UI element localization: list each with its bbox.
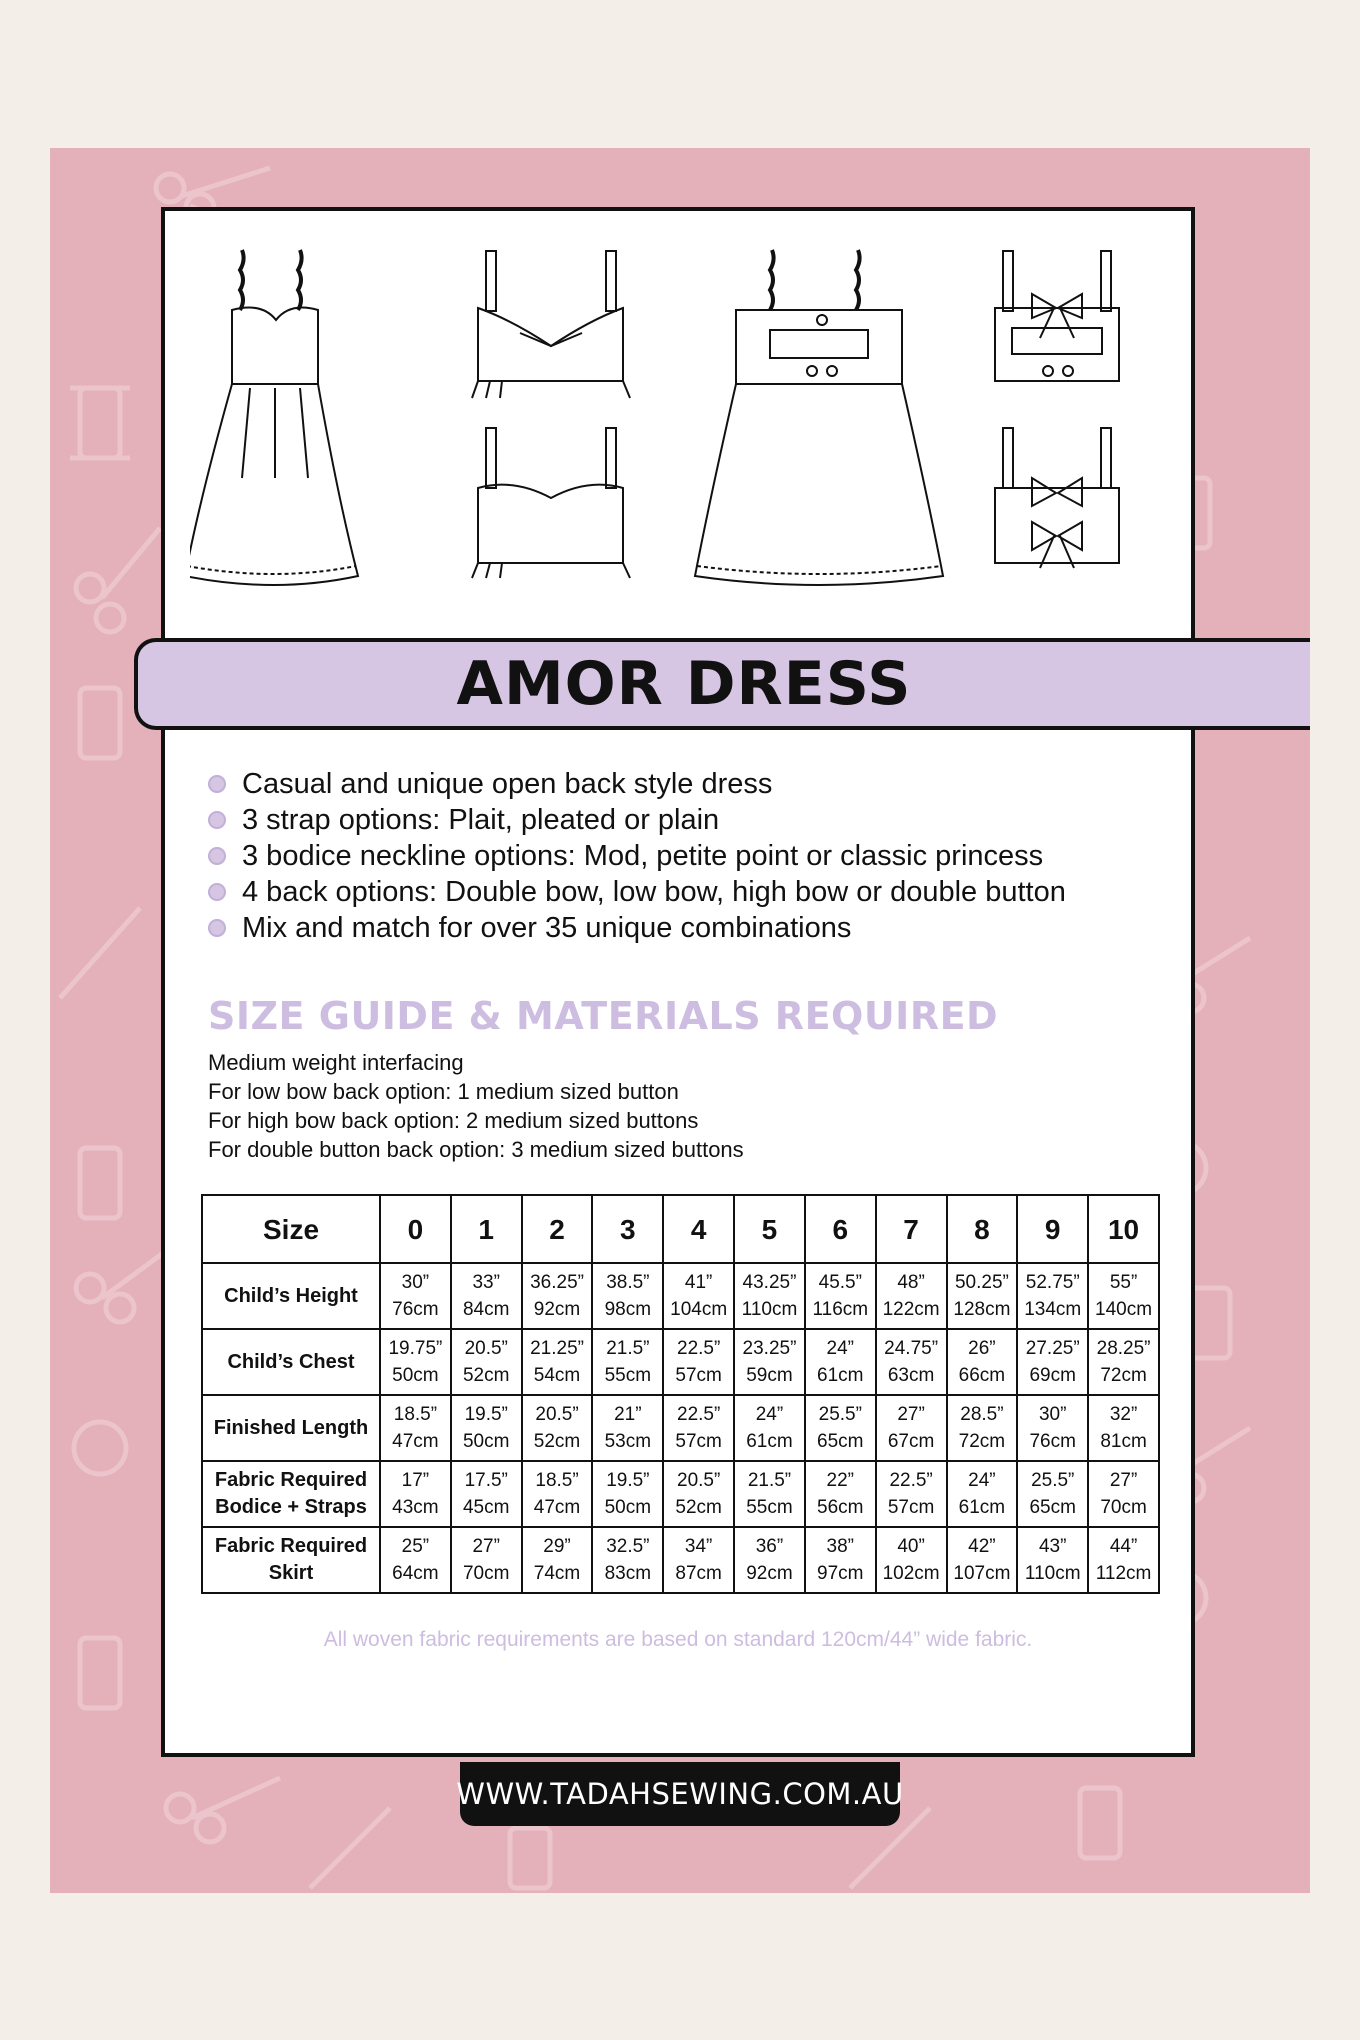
cm-value: 47cm <box>533 1497 581 1518</box>
feature-list <box>208 766 1188 946</box>
measurement-cell <box>734 1527 805 1593</box>
cm-value: 57cm <box>887 1497 935 1518</box>
cm-value: 54cm <box>533 1365 581 1386</box>
cm-value: 97cm <box>817 1563 864 1584</box>
measurement-cell <box>663 1527 734 1593</box>
inch-value: 20.5” <box>535 1404 579 1425</box>
inch-value: 40” <box>897 1536 925 1557</box>
inch-value: 43” <box>1038 1536 1067 1557</box>
size-column-header: 4 <box>663 1195 734 1263</box>
cm-value: 83cm <box>604 1563 652 1584</box>
title-band <box>134 638 1310 730</box>
inch-value: 42” <box>968 1536 996 1557</box>
measurement-cell <box>1017 1527 1088 1593</box>
bullet-button-icon <box>208 811 226 829</box>
inch-value: 27.25” <box>1025 1338 1080 1359</box>
feature-text: 3 strap options: Plait, pleated or plain <box>242 803 720 836</box>
measurement-label <box>202 1329 380 1395</box>
cm-value: 67cm <box>887 1431 935 1452</box>
cm-value: 45cm <box>462 1497 510 1518</box>
table-row <box>202 1461 1159 1527</box>
cm-value: 55cm <box>746 1497 793 1518</box>
cm-value: 140cm <box>1095 1299 1153 1320</box>
inch-value: 17.5” <box>464 1470 508 1491</box>
inch-value: 30” <box>1038 1404 1067 1425</box>
inch-value: 21.25” <box>530 1338 584 1359</box>
inch-value: 21.5” <box>606 1338 650 1359</box>
size-column-header: 0 <box>380 1195 451 1263</box>
measurement-label-line: Fabric Required <box>214 1469 368 1491</box>
cm-value: 65cm <box>1029 1497 1076 1518</box>
measurement-cell <box>876 1329 947 1395</box>
measurement-cell <box>876 1395 947 1461</box>
measurement-cell <box>451 1527 522 1593</box>
table-row <box>202 1329 1159 1395</box>
cm-value: 56cm <box>817 1497 864 1518</box>
cm-value: 57cm <box>675 1365 722 1386</box>
inch-value: 32.5” <box>606 1536 650 1557</box>
measurement-cell <box>451 1329 522 1395</box>
size-column-header: 3 <box>592 1195 663 1263</box>
measurement-cell <box>805 1395 876 1461</box>
dress-illustration <box>190 238 1180 593</box>
cm-value: 102cm <box>882 1563 940 1584</box>
thread-spool-icon <box>1080 1788 1120 1858</box>
cm-value: 72cm <box>1100 1365 1147 1386</box>
inch-value: 32” <box>1109 1404 1138 1425</box>
cm-value: 47cm <box>392 1431 439 1452</box>
measurement-cell <box>734 1329 805 1395</box>
thread-spool-icon <box>70 388 130 458</box>
measurement-cell <box>734 1395 805 1461</box>
cm-value: 52cm <box>462 1365 510 1386</box>
measurement-label-line: Finished Length <box>213 1416 369 1439</box>
measurement-cell <box>451 1395 522 1461</box>
measurement-cell <box>805 1263 876 1329</box>
bullet-button-icon <box>208 775 226 793</box>
measurement-cell <box>522 1461 593 1527</box>
measurement-label-line: Fabric Required <box>214 1535 368 1557</box>
cm-value: 92cm <box>533 1299 581 1320</box>
measurement-cell <box>522 1527 593 1593</box>
cm-value: 70cm <box>1100 1497 1147 1518</box>
inch-value: 34” <box>684 1536 713 1557</box>
measurement-cell <box>1017 1461 1088 1527</box>
thread-spool-icon <box>80 688 120 758</box>
measurement-cell <box>522 1263 593 1329</box>
thread-spool-icon <box>80 1638 120 1708</box>
inch-value: 21” <box>614 1404 642 1425</box>
feature-item <box>208 874 1188 910</box>
measurement-label-line: Child’s Height <box>224 1284 358 1307</box>
bullet-button-icon <box>208 883 226 901</box>
inch-value: 27” <box>1109 1470 1138 1491</box>
feature-text: 3 bodice neckline options: Mod, petite point or classic princess <box>242 839 1044 872</box>
materials-list <box>208 1048 744 1164</box>
inch-value: 45.5” <box>818 1272 862 1293</box>
cm-value: 70cm <box>462 1563 510 1584</box>
inch-value: 23.25” <box>742 1338 797 1359</box>
inch-value: 17” <box>401 1470 430 1491</box>
inch-value: 38” <box>826 1536 855 1557</box>
inch-value: 52.75” <box>1025 1272 1080 1293</box>
measurement-cell <box>1088 1263 1159 1329</box>
size-table <box>201 1194 1160 1594</box>
cm-value: 87cm <box>675 1563 722 1584</box>
inch-value: 36” <box>755 1536 784 1557</box>
cm-value: 52cm <box>533 1431 581 1452</box>
feature-text: Mix and match for over 35 unique combinations <box>242 911 852 944</box>
cm-value: 64cm <box>392 1563 439 1584</box>
inch-value: 38.5” <box>606 1272 650 1293</box>
inch-value: 20.5” <box>464 1338 508 1359</box>
inch-value: 48” <box>897 1272 925 1293</box>
cm-value: 134cm <box>1024 1299 1082 1320</box>
measurement-cell <box>663 1461 734 1527</box>
measurement-label <box>202 1263 380 1329</box>
measurement-label <box>202 1461 380 1527</box>
inch-value: 33” <box>472 1272 500 1293</box>
cm-value: 110cm <box>741 1299 798 1320</box>
inch-value: 22.5” <box>889 1470 933 1491</box>
cm-value: 63cm <box>887 1365 935 1386</box>
material-item: For double button back option: 3 medium sized buttons <box>208 1137 744 1162</box>
inch-value: 25.5” <box>818 1404 862 1425</box>
measurement-cell <box>592 1263 663 1329</box>
inch-value: 18.5” <box>393 1404 438 1425</box>
measurement-cell <box>663 1329 734 1395</box>
fabric-note: All woven fabric requirements are based on standard 120cm/44” wide fabric. <box>323 1628 1033 1651</box>
scissors-icon <box>76 528 160 632</box>
measurement-label-line: Bodice + Straps <box>215 1496 367 1518</box>
inch-value: 25.5” <box>1031 1470 1075 1491</box>
inch-value: 20.5” <box>677 1470 721 1491</box>
size-header-label: Size <box>202 1195 380 1263</box>
cm-value: 110cm <box>1024 1563 1081 1584</box>
feature-text: Casual and unique open back style dress <box>242 767 773 800</box>
measurement-label <box>202 1395 380 1461</box>
inch-value: 22.5” <box>677 1338 721 1359</box>
cm-value: 59cm <box>746 1365 793 1386</box>
inch-value: 19.5” <box>606 1470 650 1491</box>
measurement-label-line: Skirt <box>268 1562 314 1584</box>
scissors-icon <box>76 1248 170 1322</box>
inch-value: 28.25” <box>1096 1338 1151 1359</box>
measurement-cell <box>1017 1395 1088 1461</box>
cm-value: 61cm <box>817 1365 864 1386</box>
feature-item <box>208 838 1188 874</box>
cm-value: 92cm <box>746 1563 793 1584</box>
material-item: Medium weight interfacing <box>208 1050 464 1075</box>
measurement-cell <box>592 1329 663 1395</box>
measurement-cell <box>522 1395 593 1461</box>
cm-value: 55cm <box>604 1365 652 1386</box>
cm-value: 61cm <box>746 1431 793 1452</box>
measurement-cell <box>1088 1395 1159 1461</box>
section-title: SIZE GUIDE & MATERIALS REQUIRED <box>208 994 999 1038</box>
size-column-header: 6 <box>805 1195 876 1263</box>
measurement-cell <box>380 1527 451 1593</box>
feature-item <box>208 910 1188 946</box>
cm-value: 50cm <box>392 1365 439 1386</box>
cm-value: 98cm <box>604 1299 652 1320</box>
measurement-cell <box>947 1329 1018 1395</box>
size-column-header: 1 <box>451 1195 522 1263</box>
inch-value: 28.5” <box>960 1404 1004 1425</box>
feature-text: 4 back options: Double bow, low bow, high bow or double button <box>242 875 1066 908</box>
bodice-classic-princess-illustration <box>472 428 630 578</box>
inch-value: 41” <box>684 1272 713 1293</box>
measurement-cell <box>380 1329 451 1395</box>
measurement-cell <box>947 1461 1018 1527</box>
measurement-cell <box>1088 1461 1159 1527</box>
cm-value: 72cm <box>958 1431 1006 1452</box>
measurement-cell <box>876 1263 947 1329</box>
measurement-cell <box>380 1461 451 1527</box>
size-column-header: 2 <box>522 1195 593 1263</box>
inch-value: 19.5” <box>464 1404 508 1425</box>
size-column-header: 9 <box>1017 1195 1088 1263</box>
feature-item <box>208 802 1188 838</box>
measurement-cell <box>592 1461 663 1527</box>
bullet-button-icon <box>208 919 226 937</box>
bodice-petite-point-illustration <box>472 251 630 398</box>
bullet-button-icon <box>208 847 226 865</box>
measurement-cell <box>663 1395 734 1461</box>
inch-value: 19.75” <box>388 1338 443 1359</box>
measurement-cell <box>663 1263 734 1329</box>
inch-value: 27” <box>897 1404 925 1425</box>
thread-spool-icon <box>80 1148 120 1218</box>
measurement-cell <box>380 1263 451 1329</box>
cm-value: 84cm <box>462 1299 510 1320</box>
inch-value: 24” <box>968 1470 996 1491</box>
measurement-cell <box>380 1395 451 1461</box>
dress-plait-strap-illustration <box>190 250 358 585</box>
cm-value: 104cm <box>670 1299 728 1320</box>
measurement-cell <box>805 1527 876 1593</box>
cm-value: 65cm <box>817 1431 864 1452</box>
website-badge <box>456 1762 904 1826</box>
measurement-cell <box>876 1527 947 1593</box>
cm-value: 76cm <box>1029 1431 1076 1452</box>
cm-value: 116cm <box>812 1299 869 1320</box>
cm-value: 112cm <box>1095 1563 1152 1584</box>
cm-value: 53cm <box>604 1431 652 1452</box>
size-column-header: 8 <box>947 1195 1018 1263</box>
size-header-row <box>202 1195 1159 1263</box>
thread-spool-icon <box>510 1828 550 1888</box>
inch-value: 21.5” <box>747 1470 792 1491</box>
table-row <box>202 1395 1159 1461</box>
dress-double-button-back-illustration <box>695 250 943 585</box>
measurement-cell <box>947 1395 1018 1461</box>
cm-value: 50cm <box>462 1431 510 1452</box>
inch-value: 29” <box>543 1536 571 1557</box>
measurement-cell <box>1088 1329 1159 1395</box>
cm-value: 122cm <box>882 1299 940 1320</box>
measurement-cell <box>947 1527 1018 1593</box>
inch-value: 24.75” <box>884 1338 939 1359</box>
inch-value: 30” <box>401 1272 430 1293</box>
material-item: For low bow back option: 1 medium sized button <box>208 1079 679 1104</box>
cm-value: 107cm <box>953 1563 1011 1584</box>
inch-value: 26” <box>968 1338 996 1359</box>
measurement-cell <box>1088 1527 1159 1593</box>
size-column-header: 7 <box>876 1195 947 1263</box>
inch-value: 55” <box>1109 1272 1138 1293</box>
feature-item <box>208 766 1188 802</box>
inch-value: 27” <box>472 1536 500 1557</box>
measurement-cell <box>1017 1263 1088 1329</box>
measurement-cell <box>947 1263 1018 1329</box>
measurement-cell <box>876 1461 947 1527</box>
back-high-bow-illustration <box>995 251 1119 381</box>
measurement-cell <box>451 1263 522 1329</box>
scissors-icon <box>166 1778 280 1842</box>
back-double-bow-illustration <box>995 428 1119 568</box>
measurement-cell <box>805 1461 876 1527</box>
measurement-cell <box>1017 1329 1088 1395</box>
table-row <box>202 1527 1159 1593</box>
measurement-label <box>202 1527 380 1593</box>
cm-value: 76cm <box>392 1299 439 1320</box>
inch-value: 22” <box>826 1470 855 1491</box>
material-item: For high bow back option: 2 medium sized buttons <box>208 1108 699 1133</box>
measurement-label-line: Child’s Chest <box>227 1350 355 1373</box>
inch-value: 24” <box>826 1338 855 1359</box>
inch-value: 22.5” <box>677 1404 721 1425</box>
website-url[interactable]: WWW.TADAHSEWING.COM.AU <box>456 1777 904 1811</box>
cm-value: 43cm <box>392 1497 439 1518</box>
measurement-cell <box>592 1395 663 1461</box>
thread-spool-icon <box>1190 1288 1230 1358</box>
button-icon <box>74 1422 126 1474</box>
measurement-cell <box>592 1527 663 1593</box>
inch-value: 18.5” <box>535 1470 579 1491</box>
size-column-header: 10 <box>1088 1195 1159 1263</box>
measurement-cell <box>522 1329 593 1395</box>
size-column-header: 5 <box>734 1195 805 1263</box>
cm-value: 57cm <box>675 1431 722 1452</box>
measurement-cell <box>451 1461 522 1527</box>
inch-value: 25” <box>401 1536 430 1557</box>
needle-icon <box>60 908 140 998</box>
inch-value: 44” <box>1109 1536 1138 1557</box>
cm-value: 74cm <box>533 1563 581 1584</box>
inch-value: 43.25” <box>742 1272 797 1293</box>
inch-value: 50.25” <box>954 1272 1009 1293</box>
inch-value: 24” <box>755 1404 784 1425</box>
cm-value: 128cm <box>953 1299 1011 1320</box>
cm-value: 61cm <box>958 1497 1006 1518</box>
table-row <box>202 1263 1159 1329</box>
measurement-cell <box>734 1461 805 1527</box>
cm-value: 69cm <box>1029 1365 1076 1386</box>
measurement-cell <box>734 1263 805 1329</box>
inch-value: 36.25” <box>530 1272 584 1293</box>
measurement-cell <box>805 1329 876 1395</box>
cm-value: 52cm <box>675 1497 722 1518</box>
cm-value: 50cm <box>604 1497 652 1518</box>
cm-value: 66cm <box>958 1365 1006 1386</box>
cm-value: 81cm <box>1100 1431 1147 1452</box>
size-table-body <box>202 1263 1159 1593</box>
pattern-title: AMOR DRESS <box>456 649 912 719</box>
